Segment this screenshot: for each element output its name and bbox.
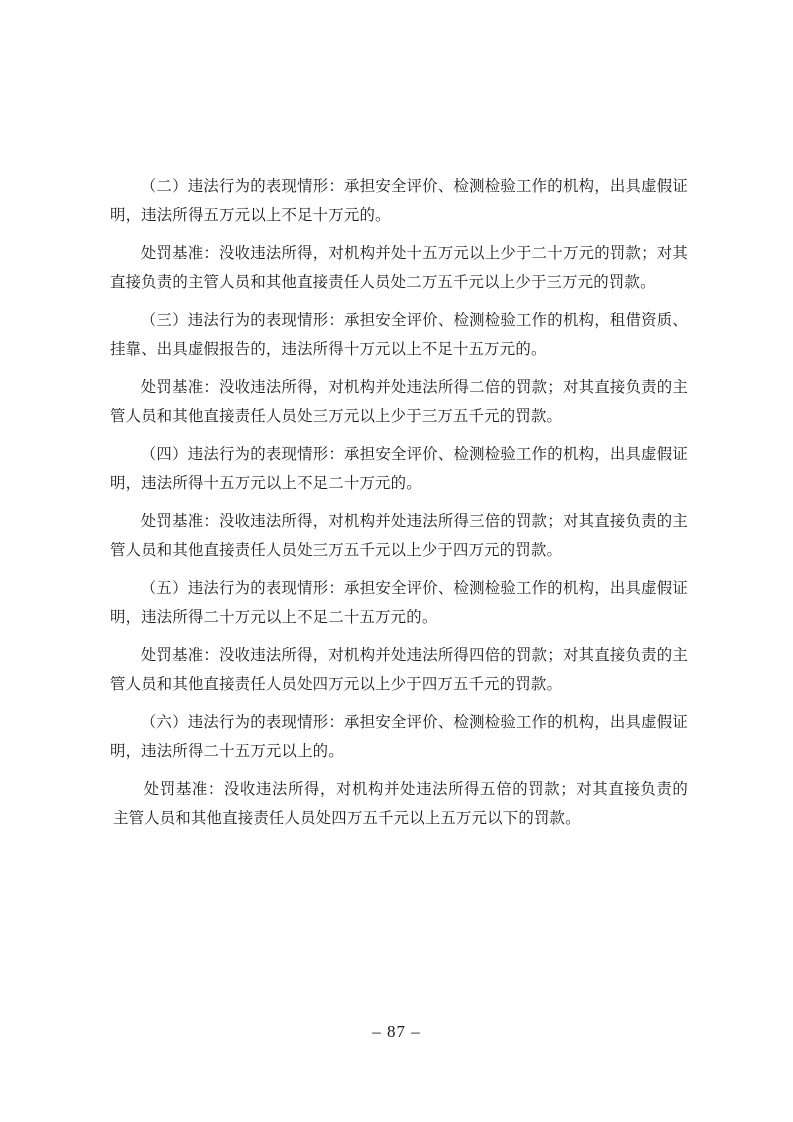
page-number: – 87 – bbox=[372, 1022, 421, 1041]
paragraph-violation-5: （五）违法行为的表现情形：承担安全评价、检测检验工作的机构，出具虚假证明，违法所得二十万元以上不足二十五万元的。 bbox=[110, 579, 688, 626]
paragraph-penalty-3: 处罚基准：没收违法所得，对机构并处违法所得二倍的罚款；对其直接负责的主管人员和其他直接责任人员处三万元以上少于三万五千元的罚款。 bbox=[110, 378, 688, 425]
paragraph-violation-3: （三）违法行为的表现情形：承担安全评价、检测检验工作的机构，租借资质、挂靠、出具虚假报告的，违法所得十万元以上不足十五万元的。 bbox=[110, 311, 688, 358]
paragraph-violation-2: （二）违法行为的表现情形：承担安全评价、检测检验工作的机构，出具虚假证明，违法所得五万元以上不足十万元的。 bbox=[110, 177, 688, 224]
paragraph-penalty-2: 处罚基准：没收违法所得，对机构并处十五万元以上少于二十万元的罚款；对其直接负责的主管人员和其他直接责任人员处二万五千元以上少于三万元的罚款。 bbox=[110, 244, 688, 291]
paragraph-penalty-4: 处罚基准：没收违法所得，对机构并处违法所得三倍的罚款；对其直接负责的主管人员和其他直接责任人员处三万五千元以上少于四万元的罚款。 bbox=[110, 512, 688, 559]
paragraph-penalty-5: 处罚基准：没收违法所得，对机构并处违法所得四倍的罚款；对其直接负责的主管人员和其他直接责任人员处四万元以上少于四万五千元的罚款。 bbox=[110, 646, 688, 693]
paragraph-violation-4: （四）违法行为的表现情形：承担安全评价、检测检验工作的机构，出具虚假证明，违法所得十五万元以上不足二十万元的。 bbox=[110, 445, 688, 492]
paragraph-violation-6: （六）违法行为的表现情形：承担安全评价、检测检验工作的机构，出具虚假证明，违法所得二十五万元以上的。 bbox=[110, 713, 688, 760]
body-text bbox=[110, 172, 688, 842]
paragraph-penalty-6: 处罚基准：没收违法所得，对机构并处违法所得五倍的罚款；对其直接负责的主管人员和其他直接责任人员处四万五千元以上五万元以下的罚款。 bbox=[113, 780, 688, 827]
